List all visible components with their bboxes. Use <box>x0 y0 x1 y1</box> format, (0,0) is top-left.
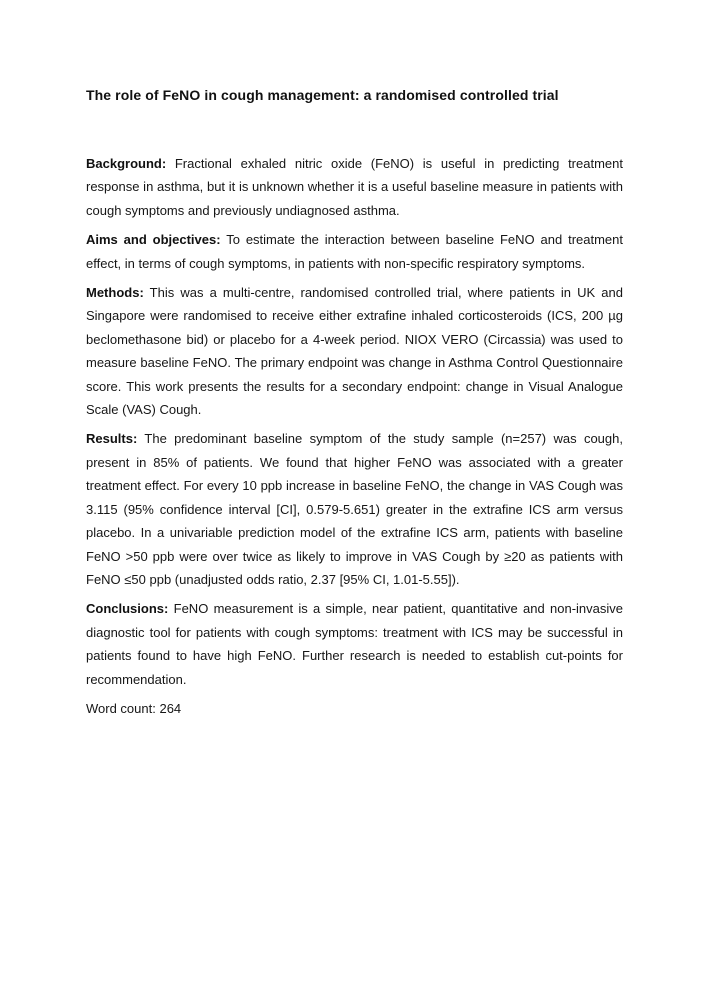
paragraph-methods <box>86 281 623 421</box>
section-text-background: Fractional exhaled nitric oxide (FeNO) is useful in predicting treatment response in asthma, but it is unknown whether it is a useful baseline measure in patients with cough symptoms and previously undiagnosed asthma. <box>86 156 623 218</box>
word-count: Word count: 264 <box>86 700 182 716</box>
section-text-results: The predominant baseline symptom of the study sample (n=257) was cough, present in 85% of patients. We found that higher FeNO was associated with a greater treatment effect. For every 10 ppb increase in baseline FeNO, the change in VAS Cough was 3.115 (95% confidence interval [CI], 0.579-5.651) greater in the extrafine ICS arm versus placebo. In a univariable prediction model of the extrafine ICS arm, patients with baseline FeNO >50 ppb were over twice as likely to improve in VAS Cough by ≥20 as patients with FeNO ≤50 ppb (unadjusted odds ratio, 2.37 [95% CI, 1.01-5.55]). <box>86 431 623 587</box>
section-text-conclusions: FeNO measurement is a simple, near patient, quantitative and non-invasive diagnostic tool for patients with cough symptoms: treatment with ICS may be successful in patients found to have high FeNO. Further research is needed to establish cut-points for recommendation. <box>86 601 623 687</box>
section-label-background: Background: <box>86 156 167 171</box>
paragraph-results <box>86 427 623 591</box>
abstract-content <box>86 85 623 726</box>
paragraph-aims <box>86 228 623 275</box>
section-text-methods: This was a multi-centre, randomised controlled trial, where patients in UK and Singapore were randomised to receive either extrafine inhaled corticosteroids (ICS, 200 µg beclomethasone bid) or placebo for a 4-week period. NIOX VERO (Circassia) was used to measure baseline FeNO. The primary endpoint was change in Asthma Control Questionnaire score. This work presents the results for a secondary endpoint: change in Visual Analogue Scale (VAS) Cough. <box>86 285 623 418</box>
section-label-results: Results: <box>86 431 138 447</box>
section-label-conclusions: Conclusions: <box>86 601 169 617</box>
section-label-aims: Aims and objectives: <box>86 232 221 248</box>
section-text-aims: To estimate the interaction between baseline FeNO and treatment effect, in terms of cough symptoms, in patients with non-specific respiratory symptoms. <box>86 232 623 271</box>
section-label-methods: Methods: <box>86 285 144 301</box>
page-title: The role of FeNO in cough management: a randomised controlled trial <box>86 87 559 103</box>
paragraph-conclusions <box>86 597 623 691</box>
paragraph-background <box>86 152 623 222</box>
